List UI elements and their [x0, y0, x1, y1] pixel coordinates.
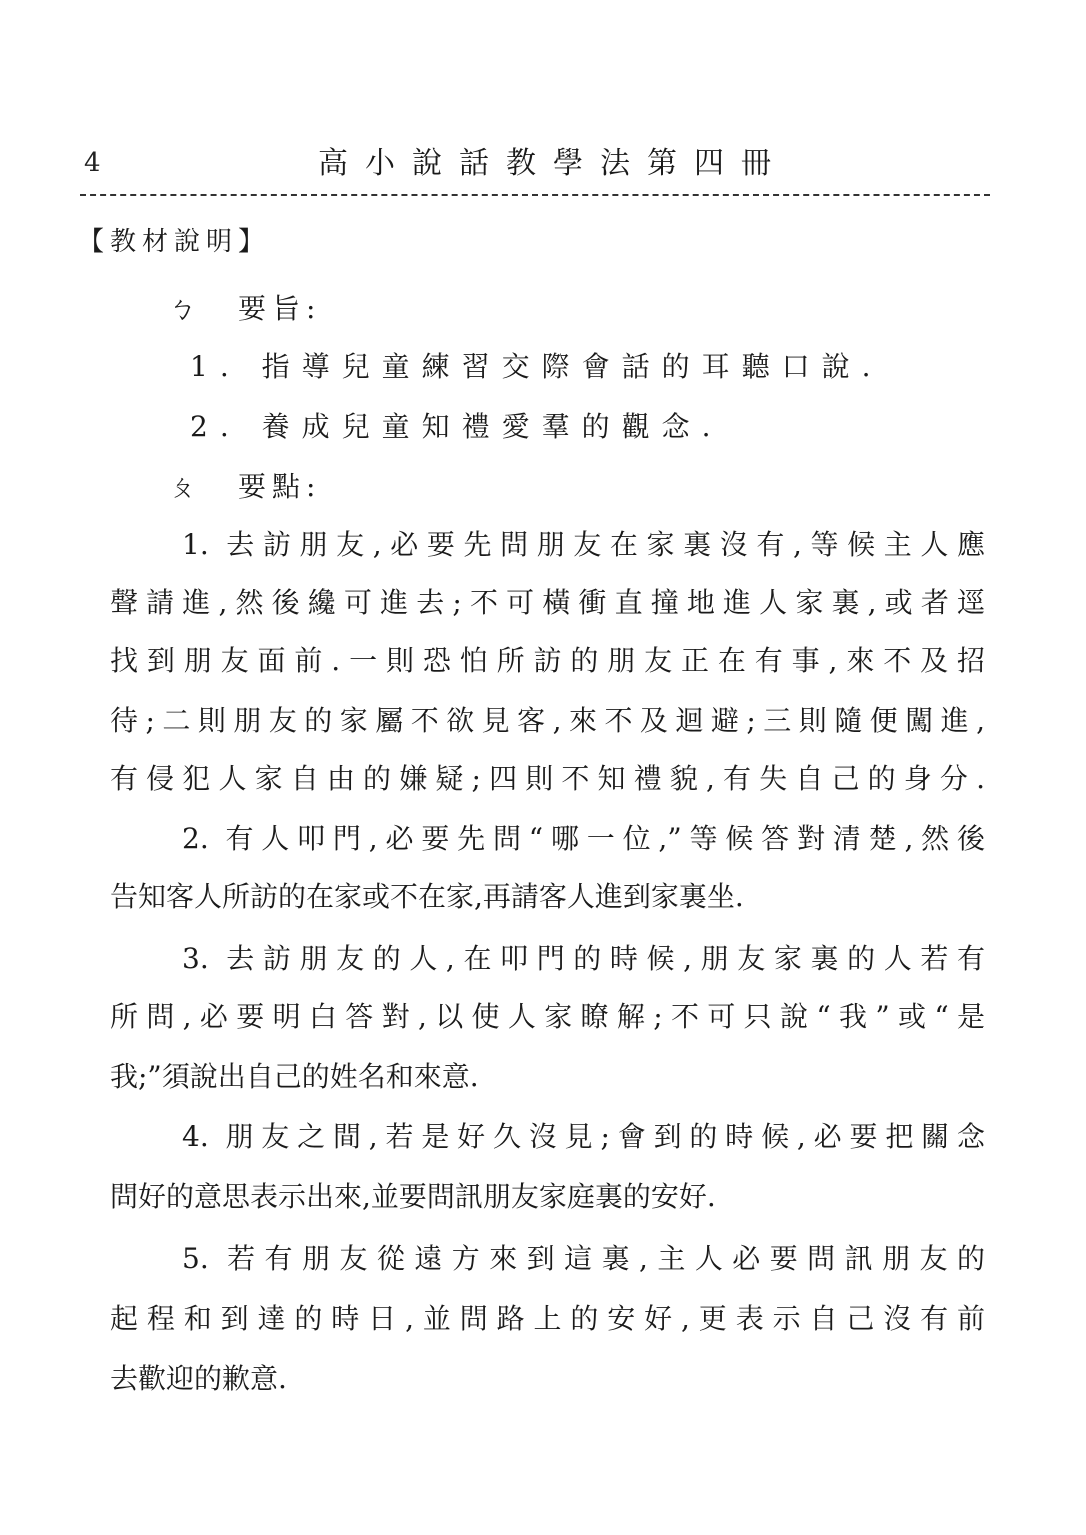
point-1-line: 有侵犯人家自由的嫌疑;四則不知禮貌,有失自己的身分.	[110, 762, 985, 795]
point-3-line: 所問,必要明白答對,以使人家瞭解;不可只說“我”或“是	[110, 1000, 985, 1033]
point-5-line: 起程和到達的時日,並問路上的安好,更表示自己沒有前	[110, 1302, 985, 1335]
page-number: 4	[84, 148, 101, 178]
points-label: 要點:	[238, 470, 322, 503]
section-heading: 【教材說明】	[78, 227, 271, 257]
aims-item: 1. 指導兒童練習交際會話的耳聽口說.	[190, 350, 883, 383]
point-1-line: 聲請進,然後纔可進去;不可橫衝直撞地進人家裏,或者逕	[110, 586, 985, 619]
point-4-line: 問好的意思表示出來,並要問訊朋友家庭裏的安好.	[110, 1180, 716, 1213]
header-divider	[80, 194, 990, 196]
aims-marker: ㄅ	[168, 292, 203, 325]
point-1-line: 1. 去訪朋友,必要先問朋友在家裏沒有,等候主人應	[182, 528, 985, 561]
aims-heading	[168, 292, 321, 326]
point-1-line: 找到朋友面前.一則恐怕所訪的朋友正在有事,來不及招	[110, 644, 985, 677]
point-5-line: 去歡迎的歉意.	[110, 1362, 287, 1395]
point-1-line: 待;二則朋友的家屬不欲見客,來不及迴避;三則隨便闖進,	[110, 704, 985, 737]
point-2-line: 告知客人所訪的在家或不在家,再請客人進到家裏坐.	[110, 880, 744, 913]
running-title: 高小說話教學法第四冊	[318, 146, 788, 181]
point-3-line: 3. 去訪朋友的人,在叩門的時候,朋友家裏的人若有	[182, 942, 985, 975]
point-3-line: 我;”須說出自己的姓名和來意.	[110, 1060, 479, 1093]
point-5-line: 5. 若有朋友從遠方來到這裏,主人必要問訊朋友的	[182, 1242, 985, 1275]
aims-label: 要旨:	[238, 292, 322, 325]
point-2-line: 2. 有人叩門,必要先問“哪一位,”等候答對清楚,然後	[182, 822, 985, 855]
points-marker: ㄆ	[168, 470, 203, 503]
point-4-line: 4. 朋友之間,若是好久沒見;會到的時候,必要把關念	[182, 1120, 985, 1153]
points-heading	[168, 470, 321, 504]
aims-item: 2. 養成兒童知禮愛羣的觀念.	[190, 410, 723, 443]
